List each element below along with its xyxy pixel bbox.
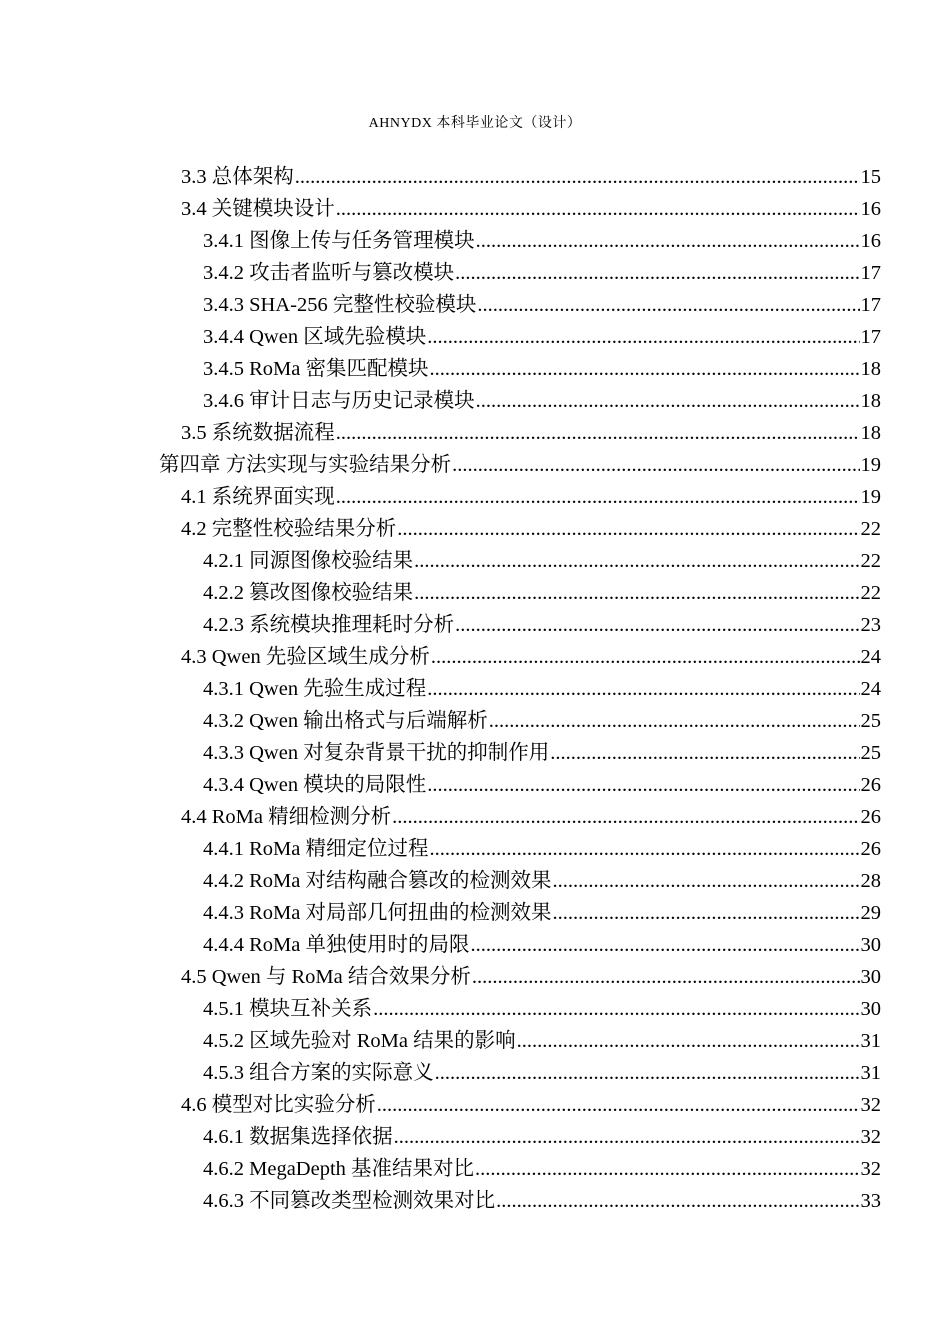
toc-entry-3-4-3[interactable] (0, 289, 881, 321)
toc-page-number: 17 (860, 294, 881, 316)
toc-page-number: 32 (860, 1126, 881, 1148)
toc-leader-dots (476, 385, 860, 417)
toc-entry-4-6-1[interactable] (0, 1121, 881, 1153)
toc-entry-title: 3.4.2 攻击者监听与篡改模块 (203, 262, 455, 284)
toc-leader-dots (476, 225, 860, 257)
toc-entry-3-4-6[interactable] (0, 385, 881, 417)
toc-page-number: 17 (860, 262, 881, 284)
toc-leader-dots (392, 801, 859, 833)
toc-page-number: 18 (860, 422, 881, 444)
toc-entry-title: 4.4.1 RoMa 精细定位过程 (203, 838, 429, 860)
toc-leader-dots (553, 897, 860, 929)
toc-page-number: 29 (860, 902, 881, 924)
toc-entry-4-4-2[interactable] (0, 865, 881, 897)
toc-leader-dots (435, 1057, 860, 1089)
toc-page-number: 16 (860, 198, 881, 220)
toc-page-number: 25 (860, 710, 881, 732)
toc-leader-dots (427, 321, 859, 353)
toc-entry-4-6-3[interactable] (0, 1185, 881, 1217)
toc-leader-dots (430, 833, 860, 865)
toc-page-number: 22 (860, 550, 881, 572)
toc-leader-dots (373, 993, 859, 1025)
toc-entry-chapter-4[interactable] (0, 449, 881, 481)
toc-entry-title: 4.6.1 数据集选择依据 (203, 1126, 393, 1148)
toc-page-number: 22 (860, 518, 881, 540)
toc-page-number: 16 (860, 230, 881, 252)
toc-page-number: 30 (860, 966, 881, 988)
toc-entry-title: 4.6.2 MegaDepth 基准结果对比 (203, 1158, 475, 1180)
toc-leader-dots (550, 737, 859, 769)
toc-entry-title: 3.4.3 SHA-256 完整性校验模块 (203, 294, 477, 316)
toc-entry-4-1[interactable] (0, 481, 881, 513)
toc-entry-4-5-3[interactable] (0, 1057, 881, 1089)
toc-entry-title: 3.4.5 RoMa 密集匹配模块 (203, 358, 429, 380)
toc-leader-dots (295, 161, 860, 193)
toc-entry-3-5[interactable] (0, 417, 881, 449)
toc-leader-dots (427, 769, 859, 801)
toc-entry-4-3-3[interactable] (0, 737, 881, 769)
toc-entry-title: 4.6.3 不同篡改类型检测效果对比 (203, 1190, 496, 1212)
toc-entry-4-3-4[interactable] (0, 769, 881, 801)
toc-entry-title: 4.6 模型对比实验分析 (181, 1094, 376, 1116)
toc-entry-title: 4.3.1 Qwen 先验生成过程 (203, 678, 427, 700)
toc-entry-3-4-1[interactable] (0, 225, 881, 257)
toc-leader-dots (414, 545, 859, 577)
toc-page-number: 28 (860, 870, 881, 892)
toc-page-number: 19 (860, 486, 881, 508)
toc-leader-dots (477, 289, 859, 321)
toc-leader-dots (427, 673, 859, 705)
toc-page-number: 33 (860, 1190, 881, 1212)
toc-entry-title: 3.4.4 Qwen 区域先验模块 (203, 326, 427, 348)
toc-entry-4-4-4[interactable] (0, 929, 881, 961)
toc-entry-4-4-1[interactable] (0, 833, 881, 865)
toc-leader-dots (414, 577, 859, 609)
toc-leader-dots (553, 865, 860, 897)
toc-page-number: 15 (860, 166, 881, 188)
toc-entry-title: 4.2.1 同源图像校验结果 (203, 550, 414, 572)
toc-entry-title: 3.5 系统数据流程 (181, 422, 335, 444)
toc-leader-dots (455, 609, 859, 641)
toc-page-number: 24 (860, 646, 881, 668)
toc-entry-title: 4.2 完整性校验结果分析 (181, 518, 397, 540)
toc-page-number: 25 (860, 742, 881, 764)
toc-leader-dots (471, 929, 860, 961)
toc-leader-dots (397, 513, 859, 545)
toc-leader-dots (430, 353, 860, 385)
toc-page-number: 26 (860, 838, 881, 860)
toc-entry-title: 4.4.3 RoMa 对局部几何扭曲的检测效果 (203, 902, 552, 924)
toc-leader-dots (336, 193, 860, 225)
toc-entry-title: 4.4 RoMa 精细检测分析 (181, 806, 392, 828)
toc-entry-4-2-1[interactable] (0, 545, 881, 577)
toc-page-number: 31 (860, 1062, 881, 1084)
toc-entry-title: 3.4.6 审计日志与历史记录模块 (203, 390, 475, 412)
toc-page-number: 30 (860, 998, 881, 1020)
toc-page-number: 32 (860, 1158, 881, 1180)
toc-entry-title: 4.1 系统界面实现 (181, 486, 335, 508)
toc-page-number: 19 (860, 454, 881, 476)
toc-page-number: 18 (860, 390, 881, 412)
toc-page-number: 30 (860, 934, 881, 956)
toc-entry-title: 第四章 方法实现与实验结果分析 (159, 454, 452, 476)
toc-leader-dots (377, 1089, 860, 1121)
toc-page-number: 23 (860, 614, 881, 636)
toc-entry-title: 3.3 总体架构 (181, 166, 294, 188)
toc-entry-4-5[interactable] (0, 961, 881, 993)
toc-leader-dots (455, 257, 859, 289)
toc-entry-4-2[interactable] (0, 513, 881, 545)
toc-entry-4-6-2[interactable] (0, 1153, 881, 1185)
toc-entry-3-4[interactable] (0, 193, 881, 225)
toc-entry-title: 4.3.2 Qwen 输出格式与后端解析 (203, 710, 488, 732)
toc-entry-4-5-1[interactable] (0, 993, 881, 1025)
toc-entry-4-5-2[interactable] (0, 1025, 881, 1057)
toc-leader-dots (475, 1153, 859, 1185)
toc-entry-4-2-2[interactable] (0, 577, 881, 609)
toc-entry-4-6[interactable] (0, 1089, 881, 1121)
toc-entry-title: 3.4 关键模块设计 (181, 198, 335, 220)
toc-entry-title: 4.3.3 Qwen 对复杂背景干扰的抑制作用 (203, 742, 550, 764)
toc-entry-4-3-1[interactable] (0, 673, 881, 705)
toc-entry-3-3[interactable] (0, 161, 881, 193)
toc-entry-title: 4.2.2 篡改图像校验结果 (203, 582, 414, 604)
toc-entry-title: 4.3.4 Qwen 模块的局限性 (203, 774, 427, 796)
toc-entry-4-3-2[interactable] (0, 705, 881, 737)
toc-leader-dots (517, 1025, 860, 1057)
toc-entry-4-4[interactable] (0, 801, 881, 833)
toc-leader-dots (452, 449, 859, 481)
toc-entry-title: 4.5 Qwen 与 RoMa 结合效果分析 (181, 966, 471, 988)
toc-leader-dots (489, 705, 860, 737)
toc-entry-4-2-3[interactable] (0, 609, 881, 641)
toc-entry-3-4-2[interactable] (0, 257, 881, 289)
toc-page-number: 24 (860, 678, 881, 700)
toc-entry-title: 4.5.2 区域先验对 RoMa 结果的影响 (203, 1030, 516, 1052)
toc-entry-title: 4.5.3 组合方案的实际意义 (203, 1062, 434, 1084)
toc-entry-title: 4.3 Qwen 先验区域生成分析 (181, 646, 430, 668)
toc-page-number: 17 (860, 326, 881, 348)
toc-page-number: 26 (860, 806, 881, 828)
toc-leader-dots (394, 1121, 860, 1153)
toc-entry-title: 4.5.1 模块互补关系 (203, 998, 373, 1020)
toc-entry-3-4-4[interactable] (0, 321, 881, 353)
toc-leader-dots (472, 961, 860, 993)
toc-leader-dots (336, 481, 860, 513)
running-header: AHNYDX 本科毕业论文（设计） (368, 116, 582, 131)
toc-page-number: 32 (860, 1094, 881, 1116)
toc-entry-title: 4.2.3 系统模块推理耗时分析 (203, 614, 455, 636)
toc-entry-title: 4.4.2 RoMa 对结构融合篡改的检测效果 (203, 870, 552, 892)
toc-entry-title: 3.4.1 图像上传与任务管理模块 (203, 230, 475, 252)
toc-entry-3-4-5[interactable] (0, 353, 881, 385)
toc-leader-dots (431, 641, 860, 673)
toc-entry-title: 4.4.4 RoMa 单独使用时的局限 (203, 934, 470, 956)
toc-page-number: 26 (860, 774, 881, 796)
toc-entry-4-4-3[interactable] (0, 897, 881, 929)
toc-page-number: 18 (860, 358, 881, 380)
toc-page-number: 31 (860, 1030, 881, 1052)
toc-entry-4-3[interactable] (0, 641, 881, 673)
toc-page-number: 22 (860, 582, 881, 604)
toc-leader-dots (336, 417, 860, 449)
toc-leader-dots (496, 1185, 859, 1217)
table-of-contents (0, 161, 950, 1217)
